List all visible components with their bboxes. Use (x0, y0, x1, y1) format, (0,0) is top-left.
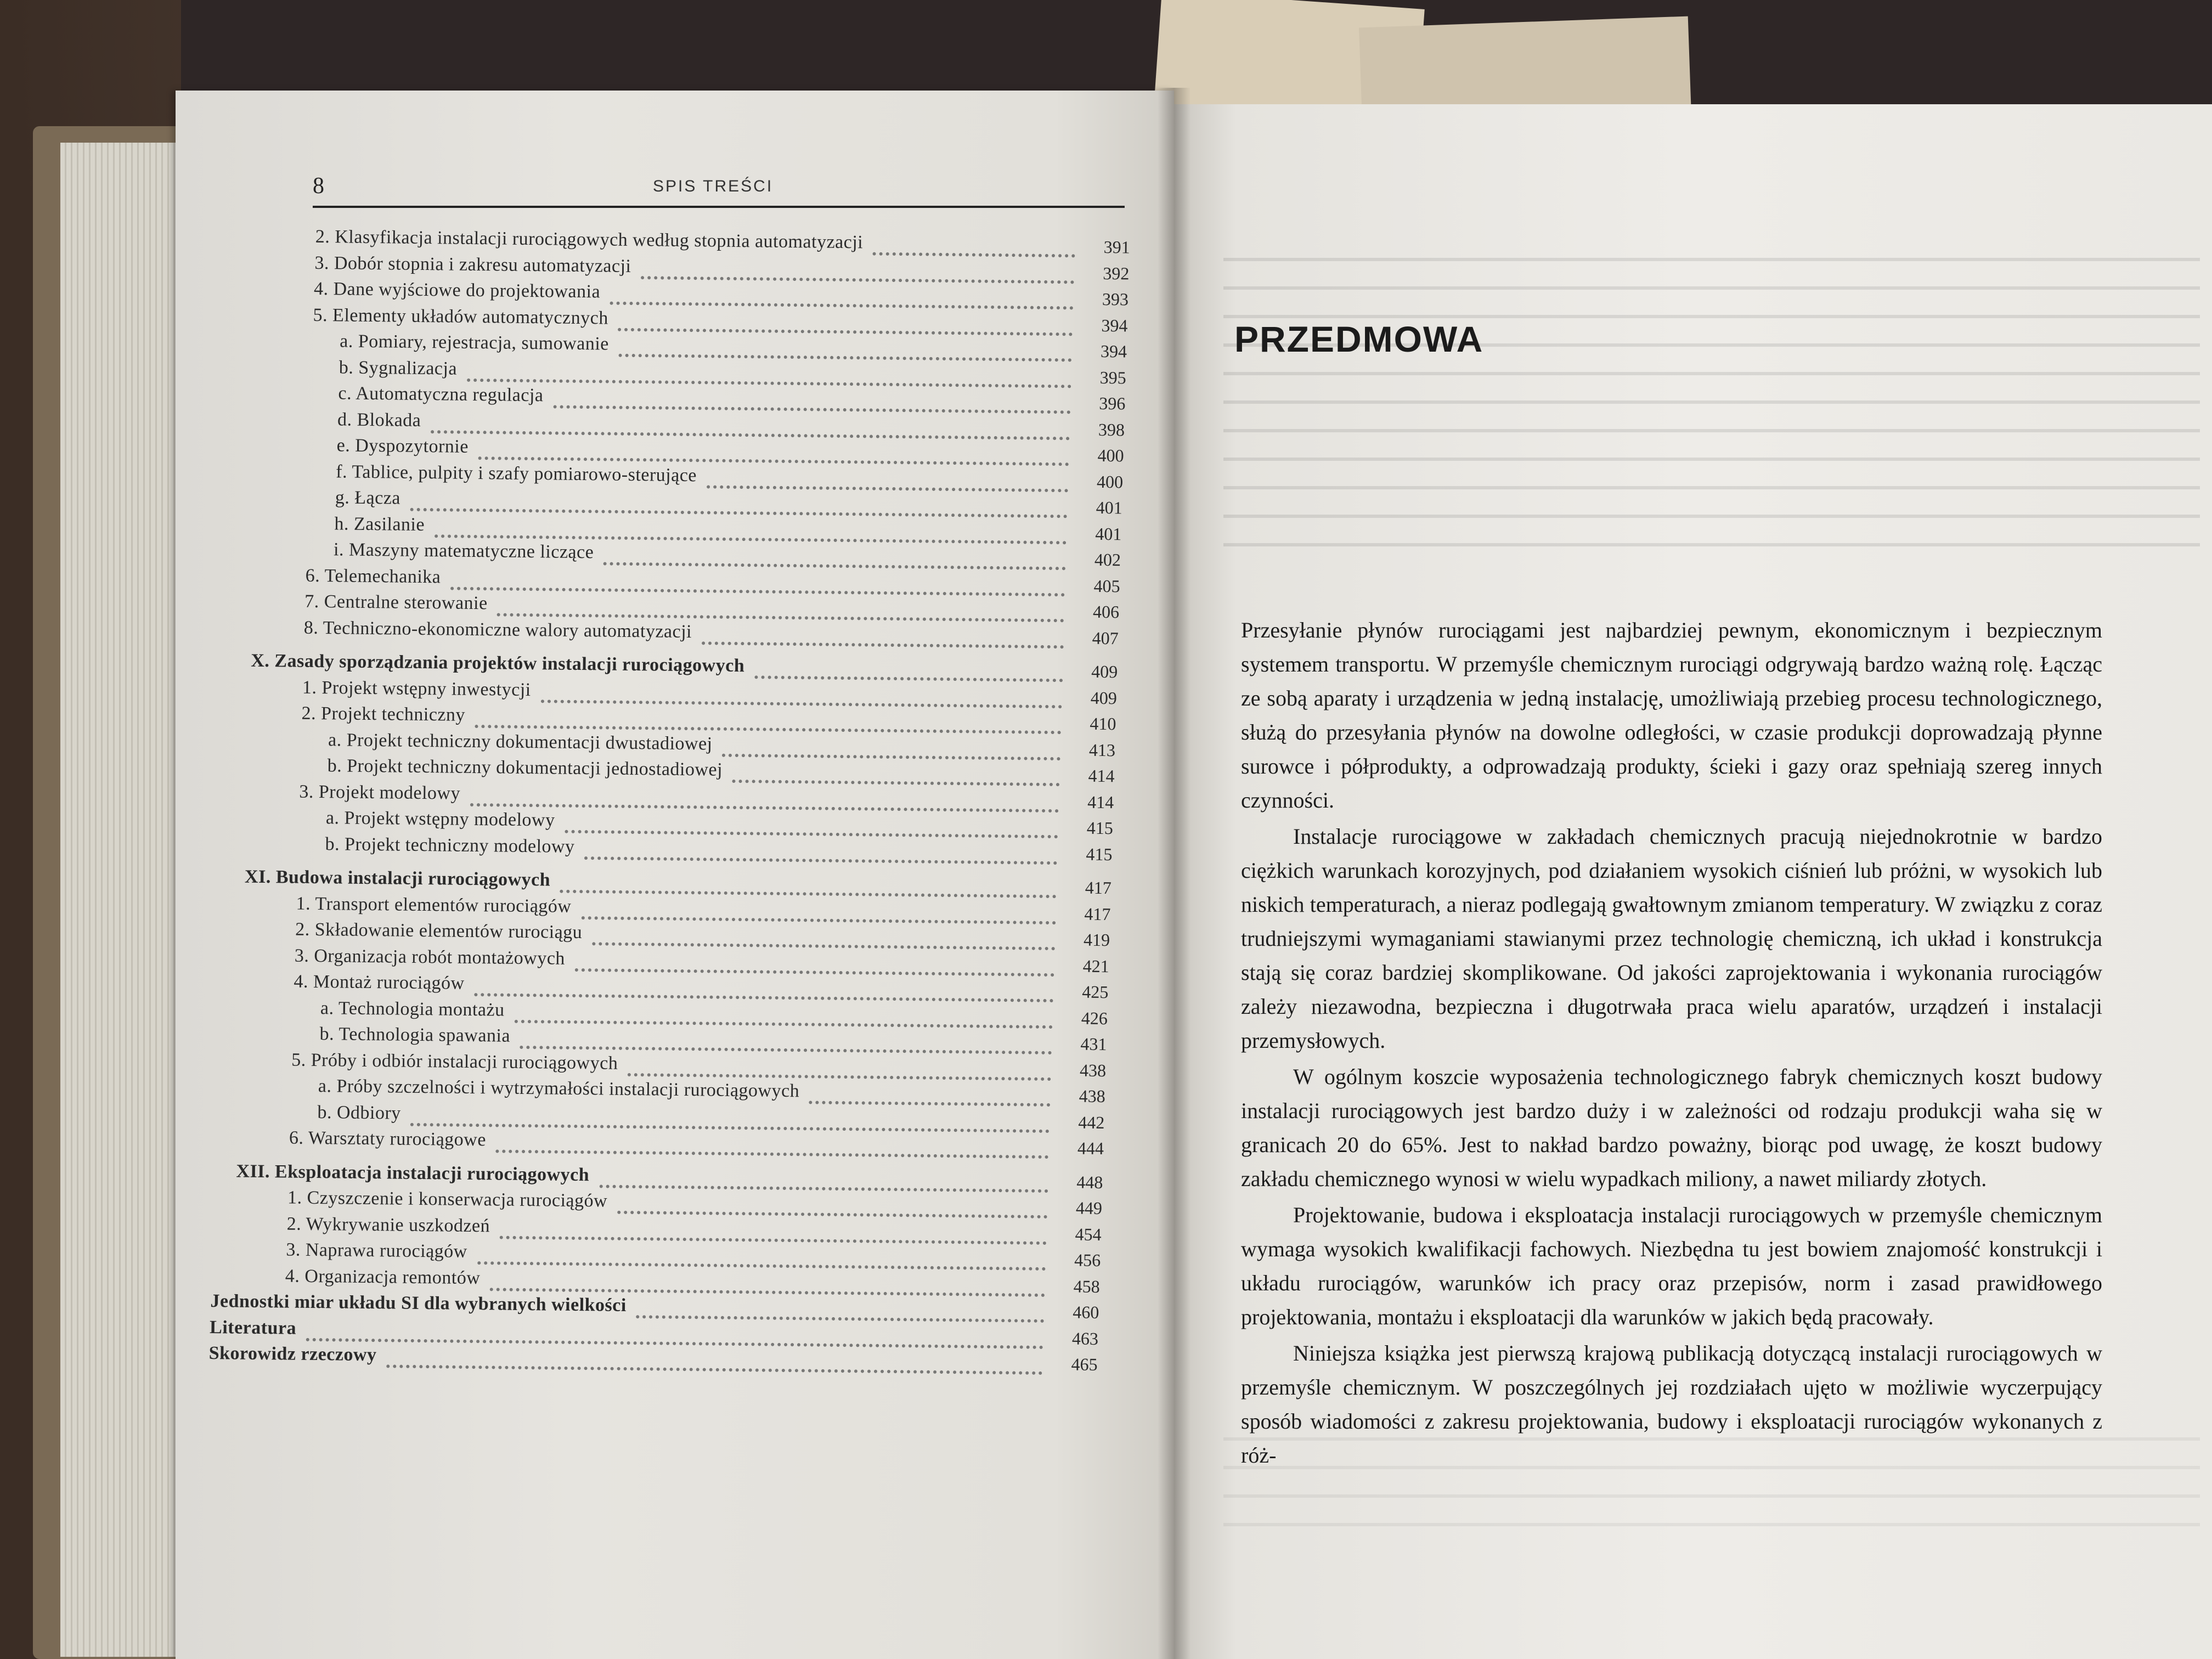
toc-leader-dots (628, 1056, 1051, 1080)
toc-entry-label: 2. Projekt techniczny (301, 703, 466, 725)
toc-entry-page: 421 (1082, 956, 1109, 976)
page-heading: PRZEDMOWA (1234, 319, 1484, 359)
toc-entry-page: 463 (1071, 1328, 1099, 1348)
toc-entry-label: 6. Telemechanika (305, 565, 441, 587)
toc-leader-dots (478, 440, 1069, 466)
toc-entry-page: 391 (1103, 236, 1130, 257)
running-header (313, 173, 1125, 208)
toc-entry-page: 456 (1074, 1250, 1101, 1271)
toc-entry-label: 1. Projekt wstępny inwestycji (302, 677, 531, 700)
toc-entry-page: 395 (1099, 367, 1126, 387)
toc-leader-dots (475, 708, 1061, 734)
toc-entry-page: 419 (1083, 929, 1110, 950)
toc-leader-dots (809, 1084, 1051, 1107)
toc-entry-label: 1. Czyszczenie i konserwacja rurociągów (287, 1187, 608, 1211)
toc-leader-dots (707, 469, 1068, 492)
toc-entry-page: 396 (1099, 393, 1126, 414)
toc-entry-page: 409 (1091, 661, 1118, 682)
toc-leader-dots (496, 1133, 1049, 1159)
toc-leader-dots (702, 625, 1064, 648)
toc-entry-page: 415 (1086, 844, 1113, 864)
toc-entry-label: X. Zasady sporządzania projektów instalacji rurociągowych (251, 650, 745, 676)
toc-leader-dots (306, 1321, 1043, 1348)
page-edges (60, 143, 187, 1657)
toc-leader-dots (497, 596, 1064, 622)
toc-entry-page: 409 (1090, 687, 1118, 708)
toc-leader-dots (477, 1245, 1046, 1271)
toc-leader-dots (618, 311, 1073, 336)
paragraph: Projektowanie, budowa i eksploatacja instalacji rurociągowych w przemyśle chemicznym wymaga wysokich kwalifikacji fachowych. Niezbędna tu jest bowiem znajomość konstrukcji i układu rurociągów, warunków ich pracy oraz przepisów, norm i zasad prawidłowego projektowania, montażu i eksploatacji dla warunków w jakich będą pracowały. (1241, 1203, 2102, 1329)
book-gutter (1158, 88, 1190, 1659)
toc-leader-dots (560, 873, 1057, 898)
toc-entry-label: 1. Transport elementów rurociągów (296, 893, 572, 917)
toc-leader-dots (610, 285, 1074, 310)
toc-entry-label: 4. Dane wyjściowe do projektowania (313, 278, 601, 302)
toc-entry-page: 415 (1086, 817, 1114, 838)
toc-entry-page: 414 (1088, 765, 1115, 786)
toc-leader-dots (470, 786, 1059, 812)
toc-leader-dots (386, 1348, 1042, 1375)
toc-leader-dots (575, 951, 1054, 976)
toc-entry-page: 400 (1097, 445, 1124, 466)
toc-entry-page: 444 (1077, 1138, 1104, 1159)
toc-entry-page: 458 (1073, 1276, 1100, 1296)
toc-entry-page: 417 (1084, 904, 1111, 924)
toc-entry-page: 400 (1096, 471, 1124, 492)
toc-leader-dots (410, 1106, 1049, 1132)
toc-entry-label: a. Pomiary, rejestracja, sumowanie (340, 331, 610, 354)
toc-entry-page: 442 (1078, 1112, 1105, 1132)
toc-entry-page: 414 (1087, 792, 1114, 812)
toc-entry-label: 3. Naprawa rurociągów (286, 1239, 468, 1262)
toc-entry-label: XII. Eksploatacja instalacji rurociągowych (236, 1161, 590, 1185)
toc-entry-label: b. Projekt techniczny dokumentacji jednostadiowej (327, 755, 723, 780)
toc-entry-page: 438 (1079, 1086, 1105, 1107)
toc-entry-page: 431 (1080, 1034, 1107, 1054)
toc-entry-page: 405 (1093, 575, 1120, 596)
toc-leader-dots (584, 840, 1057, 865)
toc-entry-label: 7. Centralne sterowanie (304, 591, 488, 614)
toc-entry-label: 2. Wykrywanie uszkodzeń (286, 1213, 490, 1236)
toc-leader-dots (617, 1194, 1047, 1218)
toc-entry-page: 410 (1090, 713, 1116, 734)
show-through-text (1223, 258, 2200, 565)
toc-entry-label: a. Projekt wstępny modelowy (325, 808, 555, 831)
toc-entry-label: 3. Projekt modelowy (299, 781, 461, 804)
toc-leader-dots (641, 259, 1074, 284)
table-of-contents (208, 226, 1130, 1453)
toc-entry-label: 5. Próby i odbiór instalacji rurociągowych (291, 1049, 618, 1074)
toc-entry-page: 449 (1075, 1198, 1103, 1218)
toc-entry-page: 454 (1075, 1224, 1102, 1244)
toc-entry-label: c. Automatyczna regulacja (338, 383, 544, 406)
toc-entry-page: 398 (1098, 419, 1125, 439)
toc-entry-page: 465 (1071, 1354, 1098, 1374)
page-number: 8 (313, 173, 324, 199)
toc-leader-dots (515, 1003, 1053, 1028)
toc-leader-dots (431, 414, 1070, 440)
toc-entry-page: 413 (1088, 740, 1116, 760)
toc-leader-dots (467, 362, 1071, 388)
toc-entry-page: 426 (1081, 1008, 1108, 1028)
toc-leader-dots (520, 1029, 1052, 1054)
paragraph: W ogólnym koszcie wyposażenia technologicznego fabryk chemicznych koszt budowy instalacji rurociągowych jest bardzo duży i w zależności od rodzaju produkcji waha się w granicach 20 do 65%. Jest to nakład bardzo poważny, biorąc pod uwagę, że koszt budowy zakładu chemicznego wynosi w wielu wypadkach miliony, a nawet miliardy złotych. (1241, 1064, 2102, 1191)
toc-leader-dots (499, 1219, 1046, 1244)
toc-entry-label: 5. Elementy układów automatycznych (313, 304, 609, 329)
toc-leader-dots (581, 900, 1056, 924)
toc-entry-label: XI. Budowa instalacji rurociągowych (244, 866, 551, 890)
toc-entry-label: Skorowidz rzeczowy (208, 1343, 377, 1365)
toc-leader-dots (619, 337, 1072, 362)
toc-entry-label: a. Projekt techniczny dokumentacji dwustadiowej (328, 729, 713, 754)
toc-leader-dots (599, 1168, 1048, 1193)
toc-entry-label: f. Tablice, pulpity i szafy pomiarowo-sterujące (336, 461, 697, 486)
toc-entry-label: 2. Klasyfikacja instalacji rurociągowych według stopnia automatyzacji (315, 226, 864, 253)
toc-leader-dots (636, 1299, 1044, 1323)
paragraph: Niniejsza książka jest pierwszą krajową publikacją dotyczącą instalacji rurociągowych w przemyśle chemicznym. W poszczególnych jej rozdziałach ujęto w możliwie wyczerpujący sposób wiadomości z zakresu projektowania, budowy i eksploatacji rurociągów wykonanych z róż- (1241, 1341, 2102, 1468)
toc-leader-dots (553, 388, 1070, 414)
toc-entry-label: e. Dyspozytornie (336, 435, 469, 457)
toc-entry-label: 4. Organizacja remontów (285, 1265, 481, 1288)
toc-entry-page: 392 (1103, 263, 1130, 283)
toc-entry-label: b. Projekt techniczny modelowy (325, 833, 575, 857)
toc-leader-dots (435, 518, 1066, 544)
toc-entry-page: 401 (1095, 523, 1122, 544)
toc-entry-page: 406 (1092, 601, 1120, 622)
toc-leader-dots (754, 659, 1063, 682)
toc-entry-label: b. Sygnalizacja (338, 357, 458, 379)
toc-entry-label: g. Łącza (335, 487, 401, 509)
toc-entry-label: 2. Składowanie elementów rurociągu (295, 919, 583, 943)
toc-leader-dots (873, 236, 1075, 258)
toc-entry-page: 401 (1096, 497, 1122, 518)
toc-entry-page: 425 (1082, 981, 1109, 1002)
toc-leader-dots (450, 570, 1065, 596)
toc-entry-label: b. Technologia spawania (319, 1024, 511, 1046)
toc-entry-label: 4. Montaż rurociągów (294, 971, 465, 994)
toc-entry-page: 394 (1101, 315, 1128, 335)
toc-leader-dots (722, 737, 1060, 760)
toc-entry-label: h. Zasilanie (334, 513, 425, 535)
toc-entry-page: 460 (1073, 1302, 1099, 1322)
toc-entry-label: Literatura (209, 1317, 297, 1339)
toc-leader-dots (565, 814, 1058, 838)
paragraph: Przesyłanie płynów rurociągami jest najbardziej pewnym, ekonomicznym i bezpiecznym systemem transportu. W przemyśle chemicznym rurociągi odgrywają bardzo ważną rolę. Łącząc ze sobą aparaty i urządzenia w jedną instalację, umożliwiają przebieg procesu technologicznego, służą do przesyłania płynów na dowolne odległości, w czasie produkcji doprowadzają płynne surowce i półprodukty, a odprowadzają produkty, ścieki i gazy oraz spełniają szereg innych czynności. (1241, 618, 2102, 812)
toc-entry-label: a. Próby szczelności i wytrzymałości instalacji rurociągowych (318, 1076, 800, 1102)
toc-leader-dots (541, 683, 1062, 708)
toc-leader-dots (732, 763, 1059, 786)
toc-leader-dots (603, 545, 1066, 570)
running-title: SPIS TREŚCI (653, 177, 774, 195)
toc-entry-label: b. Odbiory (317, 1102, 401, 1124)
toc-entry-page: 402 (1094, 549, 1121, 570)
toc-entry-label: 3. Organizacja robót montażowych (294, 945, 566, 969)
toc-entry-label: d. Blokada (337, 409, 421, 431)
toc-entry-label: 8. Techniczno-ekonomiczne walory automatyzacji (303, 617, 692, 642)
toc-entry-page: 438 (1079, 1060, 1107, 1080)
toc-entry-page: 393 (1102, 289, 1129, 309)
toc-entry-label: a. Technologia montażu (320, 997, 505, 1020)
toc-entry-page: 417 (1085, 877, 1112, 898)
toc-entry-label: i. Maszyny matematyczne liczące (333, 539, 594, 563)
paragraph: Instalacje rurociągowe w zakładach chemicznych pracują niejednokrotnie w bardzo ciężkich warunkach korozyjnych, pod działaniem wysokich ciśnień lub próżni, w wysokich lub niskich temperaturach, a nieraz podlegają gwałtownym zmianom temperatury. W związku z coraz trudniejszymi wymaganiami stawianymi przez technologię chemiczną, ich układ i konstrukcja stają się coraz bardziej skomplikowane. Od jakości zaprojektowania i wykonania rurociągów zależy niezawodna, bezpieczna i długotrwała praca wielu aparatów, urządzeń i instalacji przemysłowych. (1241, 824, 2102, 1053)
toc-leader-dots (410, 492, 1068, 518)
preface-body (1241, 613, 2102, 1475)
toc-entry-label: Jednostki miar układu SI dla wybranych wielkości (210, 1291, 627, 1316)
toc-leader-dots (592, 926, 1055, 950)
toc-entry-page: 407 (1092, 628, 1119, 648)
toc-entry-label: 3. Dobór stopnia i zakresu automatyzacji (314, 252, 631, 276)
toc-leader-dots (474, 977, 1053, 1002)
toc-entry-page: 448 (1076, 1172, 1103, 1192)
toc-entry-label: 6. Warsztaty rurociągowe (289, 1127, 487, 1150)
toc-leader-dots (490, 1271, 1045, 1297)
toc-entry-page: 394 (1100, 341, 1127, 362)
